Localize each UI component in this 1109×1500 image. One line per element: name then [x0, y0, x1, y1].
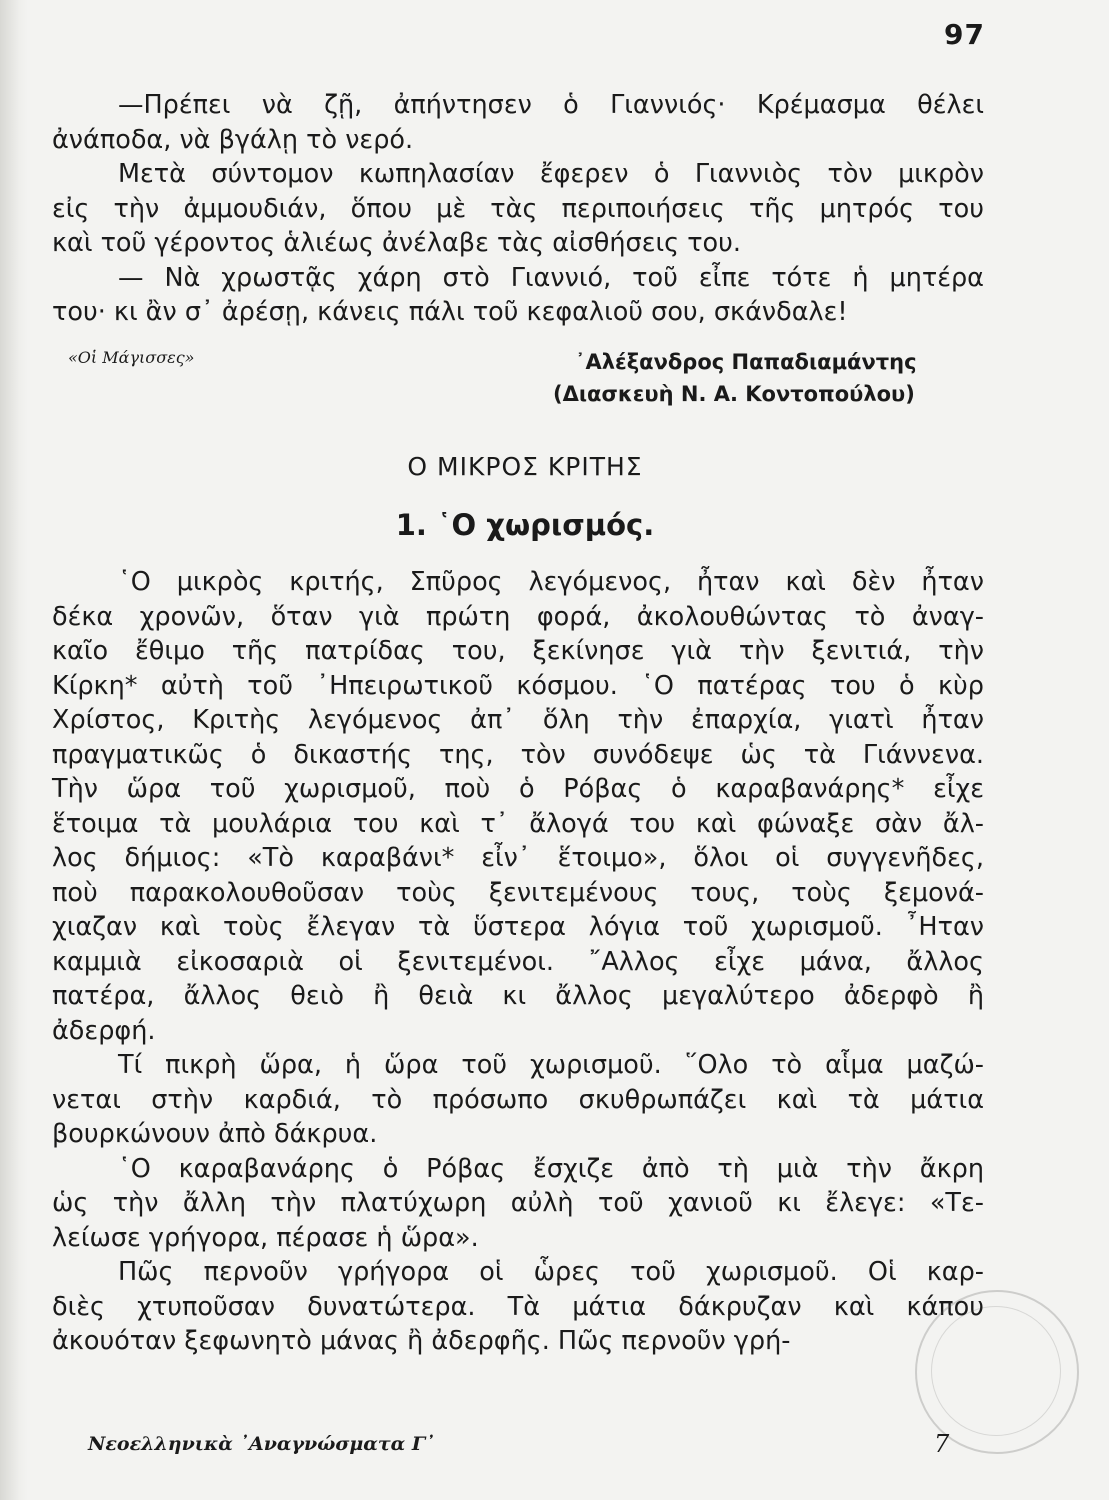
text-line: χιαζαν καὶ τοὺς ἔλεγαν τὰ ὕστερα λόγια τοῦ χωρισμοῦ. ῏Ηταν	[52, 912, 984, 942]
text-line: ῾Ο καραβανάρης ὁ Ρόβας ἔσχιζε ἀπὸ τὴ μιὰ τὴν ἄκρη	[118, 1153, 984, 1184]
text-line: βουρκώνουν ἀπὸ δάκρυα.	[52, 1119, 378, 1149]
text-line: πραγματικῶς ὁ δικαστής της, τὸν συνόδεψε ὡς τὰ Γιάννενα.	[52, 739, 984, 770]
text-line: ῾Ο μικρὸς κριτής, Σπῦρος λεγόμενος, ἦταν καὶ δὲν ἦταν	[118, 567, 984, 597]
text-line: λείωσε γρήγορα, πέρασε ἡ ὥρα».	[52, 1222, 479, 1253]
story-body	[52, 565, 984, 1359]
text-line: —Πρέπει νὰ ζῇ, ἀπήντησεν ὁ Γιαννιός· Κρέμασμα θέλει	[118, 90, 984, 120]
text-line: Πῶς περνοῦν γρήγορα οἱ ὧρες τοῦ χωρισμοῦ. Οἱ καρ-	[118, 1257, 984, 1287]
text-line: ἀνάποδα, νὰ βγάλῃ τὸ νερό.	[52, 124, 414, 155]
text-line: Κίρκη* αὐτὴ τοῦ ᾿Ηπειρωτικοῦ κόσμου. ῾Ο πατέρας του ὁ κὺρ	[52, 670, 984, 701]
text-line: ἕτοιμα τὰ μουλάρια του καὶ τ᾽ ἄλογά του καὶ φώναξε σὰν ἄλ-	[52, 808, 984, 839]
text-line: καμμιὰ εἰκοσαριὰ οἱ ξενιτεμένοι. ῎Αλλος εἶχε μάνα, ἄλλος	[52, 946, 984, 977]
text-line: Τί πικρὴ ὥρα, ἡ ὥρα τοῦ χωρισμοῦ. ῞Ολο τὸ αἷμα μαζώ-	[118, 1050, 984, 1080]
story-title: Ο ΜΙΚΡΟΣ ΚΡΙΤΗΣ	[407, 452, 643, 481]
text-line: ἀδερφή.	[52, 1015, 156, 1046]
library-stamp-ring	[931, 1306, 1061, 1436]
text-line: νεται στὴν καρδιά, τὸ πρόσωπο σκυθρωπάζει καὶ τὰ μάτια	[52, 1084, 984, 1115]
text-line: πατέρα, ἄλλος θειὸ ἢ θειὰ κι ἄλλος μεγαλύτερο ἀδερφὸ ἢ	[52, 981, 984, 1011]
text-line: Μετὰ σύντομον κωπηλασίαν ἔφερεν ὁ Γιαννιὸς τὸν μικρὸν	[118, 159, 984, 189]
closing-passage	[52, 88, 984, 330]
text-line: εἰς τὴν ἀμμουδιάν, ὅπου μὲ τὰς περιποιήσεις τῆς μητρός του	[52, 193, 984, 224]
author-name: ᾿Αλέξανδρος Παπαδιαμάντης	[575, 350, 917, 374]
page-spine-shadow	[0, 0, 28, 1500]
text-line: δέκα χρονῶν, ὅταν γιὰ πρώτη φορά, ἀκολουθώντας τὸ ἀναγ-	[52, 601, 984, 632]
text-line: — Νὰ χρωστᾷς χάρη στὸ Γιαννιό, τοῦ εἶπε τότε ἡ μητέρα	[118, 262, 984, 293]
section-subtitle: 1. ῾Ο χωρισμός.	[395, 508, 655, 542]
text-line: του· κι ἂν σ᾽ ἀρέσῃ, κάνεις πάλι τοῦ κεφαλιοῦ σου, σκάνδαλε!	[52, 297, 848, 327]
source-work-title: «Οἱ Μάγισσες»	[68, 348, 195, 367]
text-line: ὡς τὴν ἄλλη τὴν πλατύχωρη αὐλὴ τοῦ χανιοῦ κι ἔλεγε: «Τε-	[52, 1188, 984, 1218]
adaptation-credit: (Διασκευὴ Ν. Α. Κοντοπούλου)	[553, 382, 915, 406]
text-line: διὲς χτυποῦσαν δυνατώτερα. Τὰ μάτια δάκρυζαν καὶ κάπου	[52, 1291, 984, 1322]
text-line: Χρίστος, Κριτὴς λεγόμενος ἀπ᾽ ὅλη τὴν ἐπαρχία, γιατὶ ἦταν	[52, 705, 984, 735]
page-number: 97	[944, 18, 985, 51]
text-line: ποὺ παρακολουθοῦσαν τοὺς ξενιτεμένους τους, τοὺς ξεμονά-	[52, 877, 984, 908]
text-line: λος δήμιος: «Τὸ καραβάνι* εἶν᾽ ἕτοιμο», ὅλοι οἱ συγγενῆδες,	[52, 843, 984, 873]
footer-signature-mark: 7	[934, 1430, 950, 1458]
text-line: ἀκουόταν ξεφωνητὸ μάνας ἢ ἀδερφῆς. Πῶς περνοῦν γρή-	[52, 1326, 791, 1356]
footer-book-title: Νεοελληνικὰ ᾿Αναγνώσματα Γ᾽	[88, 1433, 435, 1455]
text-line: καῖο ἔθιμο τῆς πατρίδας του, ξεκίνησε γιὰ τὴν ξενιτιά, τὴν	[52, 636, 984, 666]
text-line: καὶ τοῦ γέροντος ἁλιέως ἀνέλαβε τὰς αἰσθήσεις του.	[52, 228, 742, 258]
text-line: Τὴν ὥρα τοῦ χωρισμοῦ, ποὺ ὁ Ρόβας ὁ καραβανάρης* εἶχε	[52, 774, 984, 804]
